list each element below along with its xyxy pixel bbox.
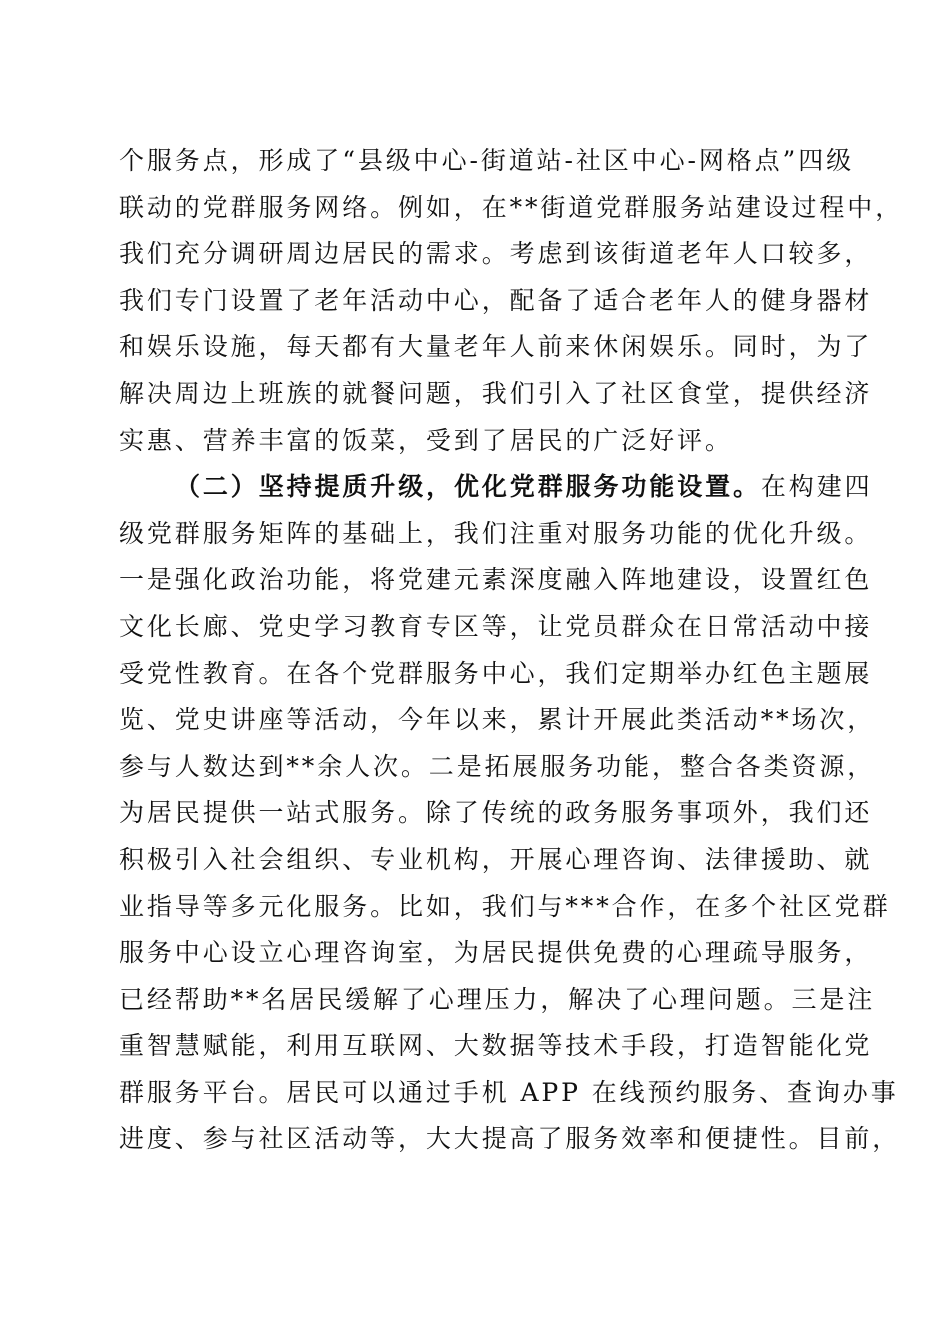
text-line: 为居民提供一站式服务。除了传统的政务服务事项外，我们还 — [119, 798, 873, 828]
text-line: 文化长廊、党史学习教育专区等，让党员群众在日常活动中接 — [119, 611, 873, 641]
text-line: 联动的党群服务网络。例如，在**街道党群服务站建设过程中， — [119, 192, 904, 222]
text-line: 解决周边上班族的就餐问题，我们引入了社区食堂，提供经济 — [119, 378, 873, 408]
text-line: 受党性教育。在各个党群服务中心，我们定期举办红色主题展 — [119, 658, 873, 688]
text-line: 已经帮助**名居民缓解了心理压力，解决了心理问题。三是注 — [119, 984, 876, 1014]
text-line: 参与人数达到**余人次。二是拓展服务功能，整合各类资源， — [119, 751, 876, 781]
paragraph-1 — [119, 138, 904, 464]
text-line: 个服务点，形成了“县级中心-街道站-社区中心-网格点”四级 — [119, 146, 855, 175]
text-line-first — [119, 464, 873, 511]
text-line: 和娱乐设施，每天都有大量老年人前来休闲娱乐。同时，为了 — [119, 332, 873, 362]
text-line: 服务中心设立心理咨询室，为居民提供免费的心理疏导服务， — [119, 938, 873, 968]
text-line: 业指导等多元化服务。比如，我们与***合作，在多个社区党群 — [119, 891, 891, 921]
section-heading: （二）坚持提质升级，优化党群服务功能设置。 — [175, 472, 761, 502]
text-line: 重智慧赋能，利用互联网、大数据等技术手段，打造智能化党 — [119, 1031, 873, 1061]
text-line: 级党群服务矩阵的基础上，我们注重对服务功能的优化升级。 — [119, 518, 873, 548]
text-line: 我们专门设置了老年活动中心，配备了适合老年人的健身器材 — [119, 285, 873, 315]
text-line: 一是强化政治功能，将党建元素深度融入阵地建设，设置红色 — [119, 565, 873, 595]
body-text — [119, 138, 904, 1163]
text-line: 览、党史讲座等活动，今年以来，累计开展此类活动**场次， — [119, 705, 876, 735]
text-line: 进度、参与社区活动等，大大提高了服务效率和便捷性。目前， — [119, 1124, 901, 1154]
text-line: 实惠、营养丰富的饭菜，受到了居民的广泛好评。 — [119, 425, 733, 455]
first-line-rest: 在构建四 — [760, 472, 873, 502]
text-line: 我们充分调研周边居民的需求。考虑到该街道老年人口较多， — [119, 239, 873, 269]
text-line: 积极引入社会组织、专业机构，开展心理咨询、法律援助、就 — [119, 844, 873, 874]
text-line: 群服务平台。居民可以通过手机 APP 在线预约服务、查询办事 — [119, 1077, 899, 1107]
paragraph-2 — [119, 464, 901, 1163]
